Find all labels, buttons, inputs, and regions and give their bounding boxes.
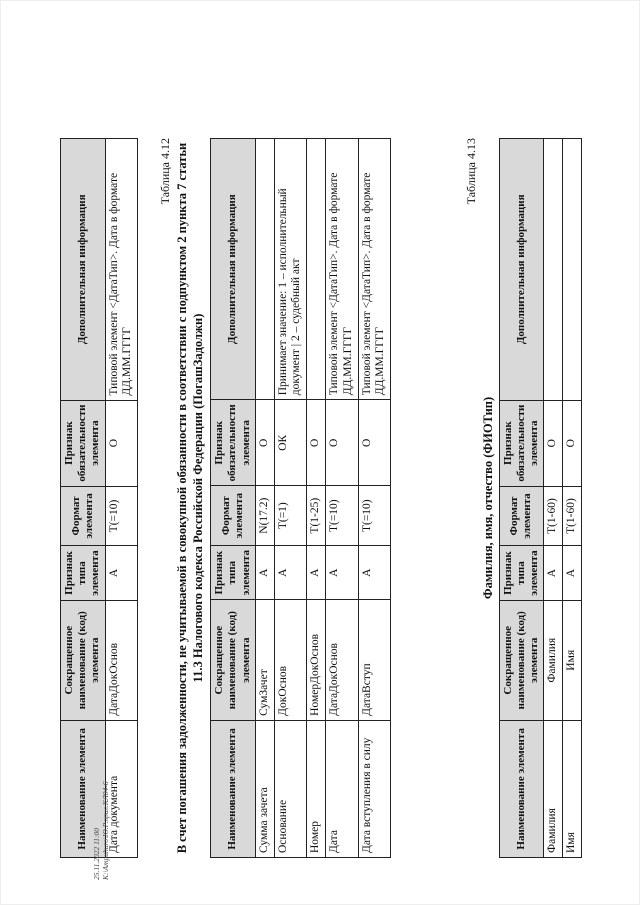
header-cell: Сокращенное наименование (код) элемента (499, 600, 544, 720)
cell-code: ДокОснов (274, 600, 307, 720)
footer-stamp (92, 781, 110, 880)
table-4-13-section (458, 138, 582, 858)
table-row (307, 139, 326, 858)
table-number: Таблица 4.13 (464, 138, 478, 205)
header-cell: Дополнительная информация (499, 139, 544, 401)
cell-format: T(1-60) (562, 486, 581, 546)
cell-code: Фамилия (544, 600, 563, 720)
table-header-row (499, 139, 544, 858)
header-cell: Дополнительная информация (61, 139, 106, 401)
footer-date: 25.11.2022 11:00 (92, 827, 101, 880)
header-cell: Признак обязательности элемента (61, 400, 106, 486)
rotated-content (60, 28, 580, 858)
cell-info (562, 139, 581, 401)
cell-required: О (307, 400, 326, 486)
header-cell: Признак обязательности элемента (499, 400, 544, 486)
cell-info (544, 139, 563, 401)
header-cell: Признак типа элемента (61, 546, 106, 600)
header-cell: Формат элемента (211, 486, 256, 546)
table-4-13 (499, 138, 582, 858)
header-cell: Дополнительная информация (211, 139, 256, 400)
cell-type: А (562, 546, 581, 600)
cell-required: О (105, 400, 138, 486)
cell-name: Дата вступления в силу (358, 720, 391, 857)
cell-code: ДатаДокОснов (105, 600, 138, 720)
cell-name: Дата документа (105, 720, 138, 857)
table-row (562, 139, 581, 858)
cell-type: А (255, 546, 274, 600)
header-cell: Наименование элемента (61, 720, 106, 857)
cell-type: А (274, 546, 307, 600)
table-row (544, 139, 563, 858)
cell-info: Типовой элемент <ДатаТип>. Дата в формате ДД.ММ.ГГГГ (105, 139, 138, 401)
cell-format: T(1-60) (544, 486, 563, 546)
header-cell: Наименование элемента (499, 720, 544, 857)
cell-name: Фамилия (544, 720, 563, 857)
cell-info: Типовой элемент <ДатаТип>. Дата в формате ДД.ММ.ГГГГ (326, 139, 359, 400)
cell-format: T(1-25) (307, 486, 326, 546)
cell-name: Номер (307, 720, 326, 857)
header-cell: Сокращенное наименование (код) элемента (211, 600, 256, 720)
cell-name: Основание (274, 720, 307, 857)
header-cell: Формат элемента (499, 486, 544, 546)
header-cell: Признак типа элемента (211, 546, 256, 600)
cell-format: N(17.2) (255, 486, 274, 546)
table-continuation (60, 138, 138, 858)
cell-code: НомерДокОснов (307, 600, 326, 720)
cell-info: Типовой элемент <ДатаТип>. Дата в формате ДД.ММ.ГГГГ (358, 139, 391, 400)
cell-type: А (307, 546, 326, 600)
cell-type: А (105, 546, 138, 600)
header-cell: Формат элемента (61, 486, 106, 546)
table-row (358, 139, 391, 858)
table-continuation-section (60, 138, 138, 858)
table-caption: Фамилия, имя, отчество (ФИОТип) (481, 396, 495, 600)
table-row (274, 139, 307, 858)
cell-required: О (326, 400, 359, 486)
cell-info: Принимает значение: 1 – исполнительный документ | 2 – судебный акт (274, 139, 307, 400)
cell-format: T(=10) (326, 486, 359, 546)
header-cell: Признак обязательности элемента (211, 400, 256, 486)
cell-required: О (544, 400, 563, 486)
cell-code: ДатаВступ (358, 600, 391, 720)
cell-format: T(=1) (274, 486, 307, 546)
header-cell: Наименование элемента (211, 720, 256, 857)
table-number: Таблица 4.12 (158, 138, 172, 205)
cell-required: О (255, 400, 274, 486)
table-row (255, 139, 274, 858)
cell-info (255, 139, 274, 400)
header-cell: Признак типа элемента (499, 546, 544, 600)
cell-code: ДатаДокОснов (326, 600, 359, 720)
table-row (326, 139, 359, 858)
cell-name: Дата (326, 720, 359, 857)
table-header-row (211, 139, 256, 858)
table-4-12-section (152, 138, 391, 858)
cell-required: О (562, 400, 581, 486)
cell-type: А (358, 546, 391, 600)
cell-code: СумЗачет (255, 600, 274, 720)
table-4-12 (210, 138, 391, 858)
cell-code: Имя (562, 600, 581, 720)
cell-format: T(=10) (358, 486, 391, 546)
cell-type: А (326, 546, 359, 600)
cell-format: T(=10) (105, 486, 138, 546)
table-caption: В счет погашения задолженности, не учитываемой в совокупной обязанности в соответствии с подпунктом 2 пункта 7 статьи 11.3 Налогового кодекса Российской Федерации (ПогашЗадолжн) (175, 142, 205, 854)
cell-required: О (358, 400, 391, 486)
footer-path: К:\Ampuhuro\Ю.Р.прил.КЛ04-6 (101, 781, 110, 880)
cell-required: ОК (274, 400, 307, 486)
cell-name: Сумма зачета (255, 720, 274, 857)
table-row (105, 139, 138, 858)
cell-info (307, 139, 326, 400)
header-cell: Сокращенное наименование (код) элемента (61, 600, 106, 720)
cell-name: Имя (562, 720, 581, 857)
cell-type: А (544, 546, 563, 600)
table-header-row (61, 139, 106, 858)
